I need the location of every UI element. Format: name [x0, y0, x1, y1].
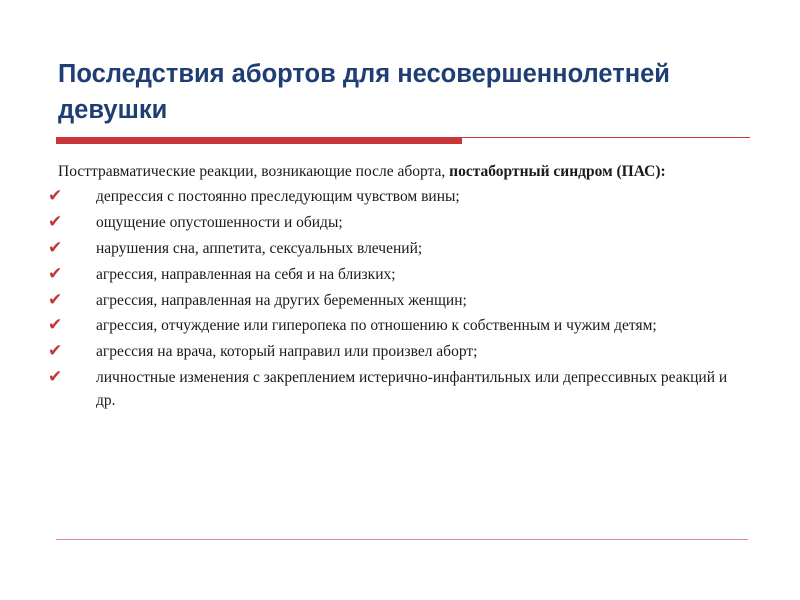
- checkmark-icon: ✔: [48, 212, 63, 233]
- list-item: [48, 211, 738, 234]
- slide-title: Последствия абортов для несовершеннолетней девушки: [58, 60, 670, 124]
- list-item: [48, 289, 738, 312]
- list-item-text: агрессия на врача, который направил или произвел аборт;: [96, 343, 478, 361]
- list-item-text: нарушения сна, аппетита, сексуальных влечений;: [96, 240, 423, 257]
- checkmark-icon: ✔: [48, 289, 63, 310]
- list-item: [48, 185, 738, 208]
- slide-body: [48, 160, 738, 415]
- list-item-text: агрессия, направленная на других беременных женщин;: [96, 291, 467, 309]
- checkmark-icon: ✔: [48, 366, 63, 387]
- title-underline-thick: [56, 137, 462, 144]
- list-item: [48, 314, 738, 337]
- intro-text: Посттравматические реакции, возникающие после аборта,: [58, 163, 450, 180]
- checkmark-icon: ✔: [48, 341, 63, 362]
- intro-bold-term: постабортный синдром (ПАС):: [449, 163, 666, 180]
- checkmark-icon: ✔: [48, 238, 63, 258]
- list-item-text: депрессия с постоянно преследующим чувством вины;: [96, 188, 460, 206]
- list-item-text: агрессия, направленная на себя и на близких;: [96, 265, 396, 283]
- intro-paragraph: [58, 160, 738, 183]
- list-item: [48, 366, 738, 413]
- list-item: [48, 237, 738, 260]
- list-item: [48, 263, 738, 286]
- list-item-text: личностные изменения с закреплением истерично-инфантильных или депрессивных реакций и др.: [96, 368, 728, 410]
- list-item: [48, 340, 738, 363]
- bullet-list: [48, 185, 738, 412]
- list-item-text: агрессия, отчуждение или гиперопека по отношению к собственным и чужим детям;: [96, 317, 657, 335]
- list-item-text: ощущение опустошенности и обиды;: [96, 214, 343, 232]
- checkmark-icon: ✔: [48, 315, 63, 336]
- checkmark-icon: ✔: [48, 263, 63, 284]
- footer-rule: [56, 539, 748, 540]
- title-underline-thin: [462, 137, 750, 138]
- checkmark-icon: ✔: [48, 186, 63, 207]
